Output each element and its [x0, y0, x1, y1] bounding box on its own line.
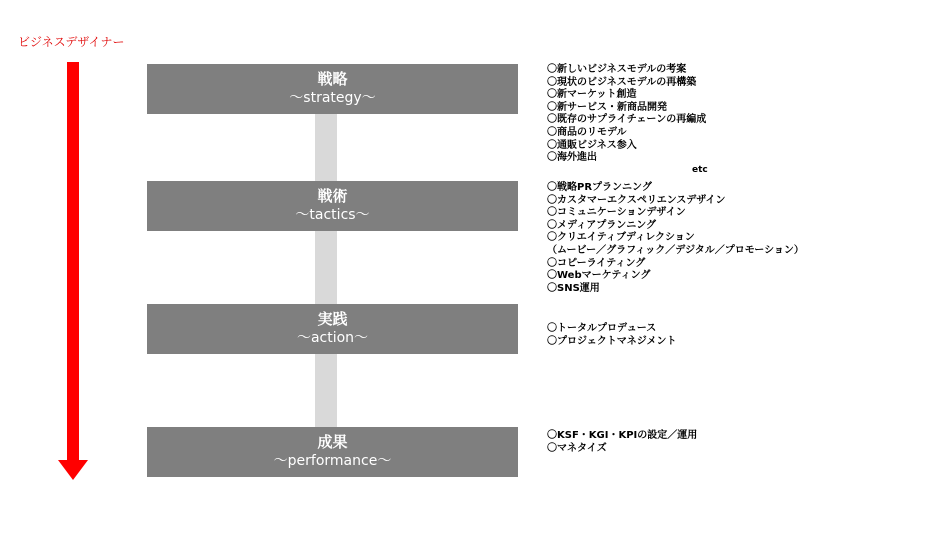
list-item: 〇新サービス・新商品開発 [547, 101, 667, 113]
stage-strategy [147, 64, 518, 114]
action-list [547, 323, 677, 348]
tactics-list [547, 182, 804, 295]
list-item: 〇Webマーケティング [547, 270, 651, 282]
list-item: 〇戦略PRプランニング [547, 182, 652, 193]
stage-action [147, 304, 518, 354]
stage-subtitle: ～tactics～ [295, 207, 370, 223]
stage-title: 成果 [317, 433, 348, 451]
list-item: （ムービー／グラフィック／デジタル／プロモーション） [547, 244, 804, 256]
stage-title: 戦略 [317, 70, 348, 88]
list-item: 〇通販ビジネス参入 [547, 139, 637, 151]
list-item: 〇新マーケット創造 [547, 89, 637, 101]
stage-performance [147, 427, 518, 477]
list-item: 〇メディアプランニング [547, 219, 656, 231]
list-item: 〇マネタイズ [547, 442, 607, 454]
stage-subtitle: ～performance～ [273, 453, 392, 469]
designer-label: ビジネスデザイナー [18, 35, 125, 49]
stage-title: 実践 [317, 310, 348, 328]
stage-title: 戦術 [317, 187, 348, 205]
connector-1 [315, 114, 337, 182]
list-item: 〇カスタマーエクスペリエンスデザイン [547, 194, 726, 206]
etc-note: etc [692, 165, 708, 175]
list-item: 〇トータルプロデュース [547, 323, 657, 334]
list-item: 〇商品のリモデル [547, 126, 627, 138]
list-item: 〇新しいビジネスモデルの考案 [547, 64, 687, 75]
list-item: 〇既存のサプライチェーンの再編成 [547, 114, 707, 126]
connector-3 [315, 354, 337, 427]
list-item: 〇クリエイティブディレクション [547, 232, 695, 244]
list-item: 〇海外進出 [547, 152, 597, 164]
strategy-list [547, 64, 706, 165]
stage-tactics [147, 181, 518, 231]
down-arrow-icon [58, 62, 88, 480]
list-item: 〇SNS運用 [547, 282, 600, 294]
list-item: 〇プロジェクトマネジメント [547, 335, 677, 347]
stage-subtitle: ～action～ [296, 330, 369, 346]
connector-2 [315, 231, 337, 304]
stage-subtitle: ～strategy～ [289, 90, 376, 106]
list-item: 〇コピーライティング [547, 257, 646, 269]
list-item: 〇KSF・KGI・KPIの設定／運用 [547, 430, 698, 441]
list-item: 〇コミュニケーションデザイン [547, 207, 686, 219]
performance-list [547, 430, 697, 455]
list-item: 〇現状のビジネスモデルの再構築 [547, 76, 697, 88]
